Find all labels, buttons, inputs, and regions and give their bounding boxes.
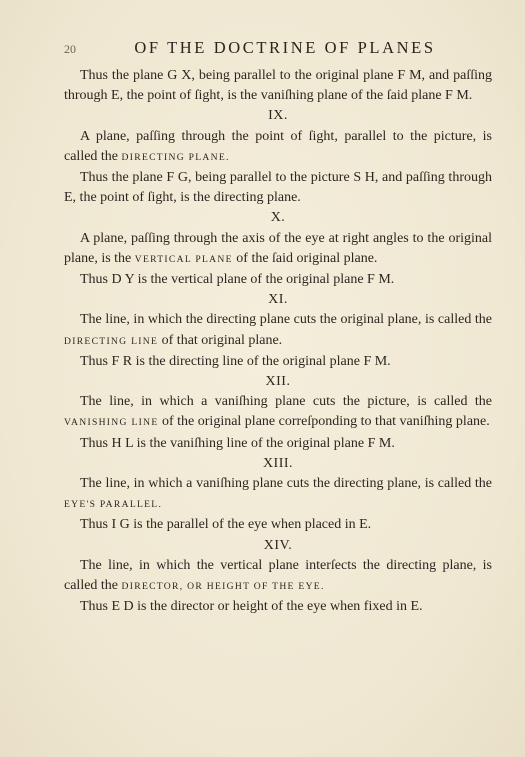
section-heading: XII. [265,374,291,390]
definition-paragraph: The line, in which the vertical plane interſects the directing plane, is called the DIRECTOR, OR HEIGHT OF THE EYE. [64,557,492,594]
defined-term: VANISHING LINE [64,417,159,429]
definition-paragraph: The line, in which a vaniſhing plane cuts the picture, is called the VANISHING LINE of the original plane correſponding to that vaniſhing plane. [64,394,492,430]
running-title: OF THE DOCTRINE OF PLANES [134,38,436,57]
paragraph: Thus D Y is the vertical plane of the original plane F M. [80,272,395,288]
paragraph: Thus the plane F G, being parallel to the picture S H, and paſſing through E, the point of ſight, is the directing plane. [64,170,492,206]
page-body [64,66,492,617]
section-heading: XIV. [263,537,293,553]
defined-term: EYE'S PARALLEL. [64,499,163,511]
paragraph: Thus F R is the directing line of the original plane F M. [80,353,391,369]
section-heading: XIII. [262,455,294,471]
paragraph: Thus H L is the vaniſhing line of the original plane F M. [80,435,395,451]
definition-paragraph: The line, in which the directing plane cuts the original plane, is called the DIRECTING LINE of that original plane. [64,312,492,348]
paragraph: Thus E D is the director or height of the eye when fixed in E. [80,599,423,615]
section-heading: XI. [268,292,288,308]
defined-term: VERTICAL PLANE [134,253,233,265]
paragraph: Thus the plane G X, being parallel to the original plane F M, and paſſing through E, the point of ſight, is the vaniſhing plane of the ſaid plane F M. [64,68,492,104]
definition-paragraph: A plane, paſſing through the axis of the eye at right angles to the original plane, is the VERTICAL PLANE of the ſaid original plane. [64,230,492,266]
section-heading: X. [270,210,286,226]
page-header [64,38,484,60]
paragraph: Thus I G is the parallel of the eye when placed in E. [80,517,372,533]
section-heading: IX. [268,108,288,124]
page-number: 20 [64,42,76,56]
definition-paragraph: The line, in which a vaniſhing plane cuts the directing plane, is called the EYE'S PARALLEL. [64,476,492,511]
definition-paragraph: A plane, paſſing through the point of ſight, parallel to the picture, is called the DIRECTING PLANE. [64,128,492,164]
defined-term: DIRECTING LINE [64,335,159,347]
defined-term: DIRECTOR, OR HEIGHT OF THE EYE. [121,581,325,593]
defined-term: DIRECTING PLANE. [121,151,230,163]
